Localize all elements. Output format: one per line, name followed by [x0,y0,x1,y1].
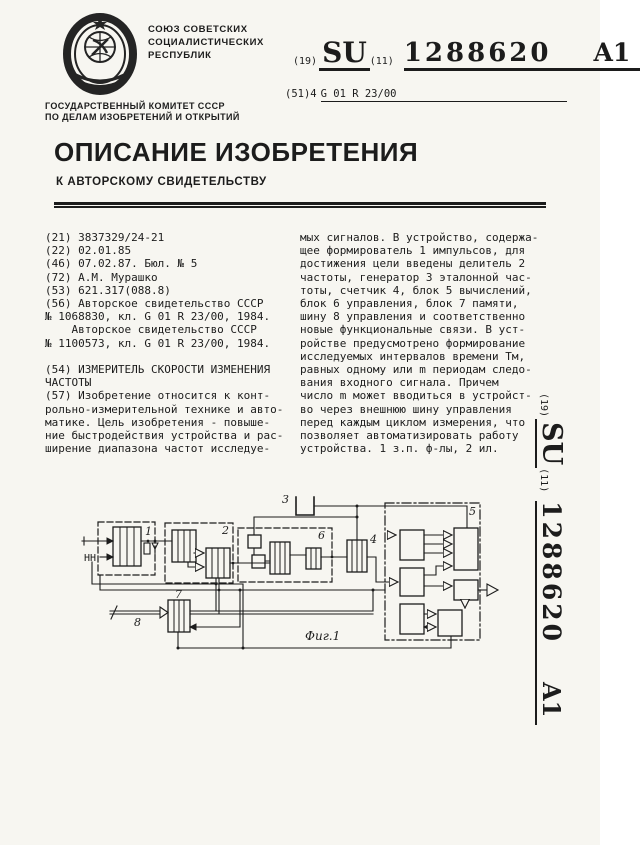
text-line: шину 8 управления и соответственно [300,310,526,324]
text-line: равных одному или m периодам следо- [300,363,532,377]
label-block-3: 3 [282,493,289,506]
label-block-1: 1 [145,525,152,538]
block-6-elements [248,535,321,574]
label-input-hh: НН [84,553,97,564]
margin-publication-number [535,393,566,725]
control-bus-8 [110,611,166,614]
code11-label: (11) [369,56,394,67]
text-line: ние быстродействия устройства и рас- [45,429,284,443]
text-line: ЧАСТОТЫ [45,376,92,390]
text-line: (46) 07.02.87. Бюл. № 5 [45,257,198,271]
text-line: устройства. 1 з.п. ф-лы, 2 ил. [300,442,499,456]
ipc-code: G 01 R 23/00 [321,88,567,102]
text-line: исследуемых интервалов времени Тм, [300,349,526,363]
text-line: (56) Авторское свидетельство СССР [45,297,264,311]
union-line: РЕСПУБЛИК [148,50,212,61]
figure-caption: Фиг.1 [305,629,341,643]
block-1-pulse-former [113,527,141,566]
text-line: вания входного сигнала. Причем [300,376,499,390]
block-3-reference-generator [296,497,314,515]
text-line: тоты, счетчик 4, блок 5 вычислений, [300,283,532,297]
text-line [45,350,299,363]
text-line: (57) Изобретение относится к конт- [45,389,271,403]
text-line: матике. Цель изобретения - повыше- [45,415,271,429]
margin-number-group [535,501,566,725]
margin-kind-code: A1 [537,682,566,718]
horizontal-rule [54,202,546,206]
label-block-7: 7 [175,588,182,601]
committee-line: ПО ДЕЛАМ ИЗОБРЕТЕНИЙ И ОТКРЫТИЙ [45,112,240,122]
text-line: мых сигналов. В устройство, содержа- [300,231,539,244]
figure-1-diagram [80,487,510,687]
document-subtitle: К АВТОРСКОМУ СВИДЕТЕЛЬСТВУ [56,176,267,188]
label-bus-8: 8 [134,616,141,629]
text-line: позволяет автоматизировать работу [300,429,519,443]
output-arrow [487,584,498,596]
block-2a-divider-stage [172,530,196,562]
text-line: (54) ИЗМЕРИТЕЛЬ СКОРОСТИ ИЗМЕНЕНИЯ [45,363,271,377]
margin-country-code: SU [535,419,566,468]
committee-line: ГОСУДАРСТВЕННЫЙ КОМИТЕТ СССР [45,101,225,111]
publication-number-line [293,38,640,71]
union-name [148,23,264,62]
abstract-right-column [300,231,554,455]
margin-code19-label: (19) [538,393,549,418]
text-line: (72) А.М. Мурашко [45,270,158,284]
text-line: блок 6 управления, блок 7 памяти, [300,297,519,311]
label-block-4: 4 [370,533,377,546]
text-line: № 1100573, кл. G 01 R 23/00, 1984. [45,336,271,350]
doc-number-group [404,38,640,71]
block-7-memory [168,600,190,632]
text-line: частоты, генератор 3 эталонной час- [300,270,532,284]
margin-doc-number: 1288620 [537,501,566,644]
state-committee [45,101,240,123]
text-line: новые функциональные связи. В уст- [300,323,526,337]
country-code: SU [319,38,370,71]
text-line: № 1068830, кл. G 01 R 23/00, 1984. [45,310,271,324]
text-line: достижения цели введены делитель 2 [300,257,526,271]
text-line: перед каждым циклом измерения, что [300,415,526,429]
abstract-left-column [45,231,299,455]
text-line: (53) 621.317(088.8) [45,283,171,297]
doc-number: 1288620 [403,38,552,68]
block-2b-divider-stage [206,548,230,578]
label-block-2: 2 [222,524,229,537]
margin-code11-label: (11) [538,468,549,493]
text-line: (22) 02.01.85 [45,244,132,258]
document-title: ОПИСАНИЕ ИЗОБРЕТЕНИЯ [54,137,419,167]
text-line: (21) 3837329/24-21 [45,231,165,244]
label-block-6: 6 [318,529,325,542]
ussr-coat-of-arms-icon [62,13,138,98]
text-line: ширение диапазона частот исследуе- [45,442,271,456]
text-line: число m может вводиться в устройст- [300,389,532,403]
union-line: СОЦИАЛИСТИЧЕСКИХ [148,37,264,48]
ipc-line [285,88,567,102]
function-blocks [113,497,478,636]
code19-label: (19) [293,56,318,67]
text-line: Авторское свидетельство СССР [45,323,257,337]
union-line: СОЮЗ СОВЕТСКИХ [148,24,248,35]
text-line: рольно-измерительной технике и авто- [45,402,284,416]
kind-code: A1 [593,38,631,67]
unit-box-5-computing [385,503,480,640]
text-line: щее формирователь 1 импульсов, для [300,244,526,258]
block-4-counter [347,540,367,572]
text-line: ройстве предусмотрено формирование [300,336,526,350]
ipc-prefix: (51)4 [285,88,317,100]
label-block-5: 5 [469,505,476,518]
text-line: во через внешнюю шину управления [300,402,512,416]
